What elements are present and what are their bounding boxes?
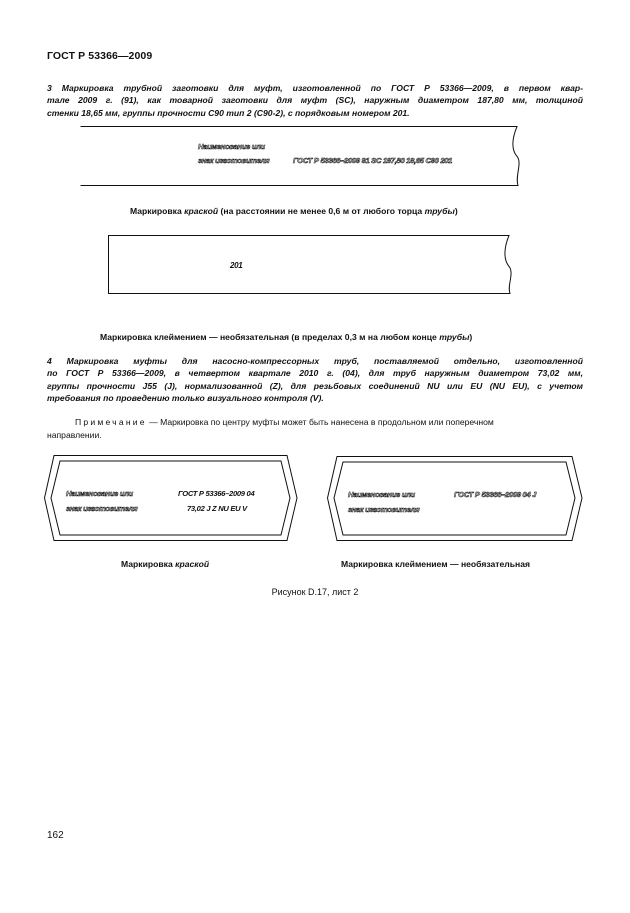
manufacturer-label: знак изготовителя [198, 156, 270, 165]
pipe-stamp-marking-box [108, 235, 516, 295]
figure-caption: Рисунок D.17, лист 2 [271, 587, 359, 597]
document-header: ГОСТ Р 53366—2009 [47, 50, 153, 62]
coupling-marking-text: ГОСТ Р 53366–2009 04 [178, 489, 255, 498]
note-label: Примечание [75, 417, 147, 427]
paragraph-line: по ГОСТ Р 53366—2009, в четвертом квартале 2010 г. (04), для труб наружным диаметром 73,02 мм, [47, 368, 583, 379]
note-text: — Маркировка по центру муфты может быть нанесена в продольном или поперечном [146, 417, 494, 427]
stamp-marking-caption: Маркировка клеймением — необязательная (в пределах 0,3 м на любом конце трубы) [100, 332, 473, 342]
item-4-paragraph [47, 355, 583, 405]
page-number: 162 [47, 830, 64, 841]
coupling-marking-text: 73,02 J Z NU EU V [187, 504, 247, 513]
paragraph-line: 3 Маркировка трубной заготовки для муфт, изготовленной по ГОСТ Р 53366—2009, в первом квар- [47, 83, 583, 93]
manufacturer-label: Наименование или [66, 489, 133, 498]
paragraph-line: тале 2009 г. (91), как товарной заготовки для муфт (SC), наружным диаметром 187,80 мм, толщиной [47, 95, 583, 106]
coupling-paint-marking-box [44, 455, 298, 541]
manufacturer-label: Наименование или [348, 490, 415, 499]
coupling-paint-caption: Маркировка краской [121, 559, 210, 569]
note-text: направлении. [47, 430, 102, 440]
paragraph-line: группы прочности J55 (J), нормализованной (Z), для резьбовых соединений NU или EU (NU EU), с учетом [47, 380, 583, 391]
coupling-stamp-caption: Маркировка клеймением — необязательная [341, 559, 531, 569]
stamp-marking-text: 201 [230, 261, 243, 270]
pipe-marking-text: ГОСТ Р 53366–2009 91 SC 187,80 18,65 С90 201 [293, 156, 453, 165]
paragraph-line: 4 Маркировка муфты для насосно-компрессорных труб, поставляемой отдельно, изготовленной [47, 356, 583, 366]
note [47, 416, 583, 442]
coupling-marking-text: ГОСТ Р 53366–2009 04 J [454, 490, 537, 499]
manufacturer-label: знак изготовителя [66, 504, 138, 513]
manufacturer-label: Наименование или [198, 142, 265, 151]
paragraph-line: требования по проведению только визуального контроля (V). [47, 393, 324, 404]
paragraph-line: стенки 18,65 мм, группы прочности С90 тип 2 (С90-2), с порядковым номером 201. [47, 107, 410, 118]
item-3-paragraph [47, 82, 583, 119]
manufacturer-label: знак изготовителя [348, 505, 420, 514]
paint-marking-caption: Маркировка краской (на расстоянии не менее 0,6 м от любого торца трубы) [130, 206, 458, 216]
